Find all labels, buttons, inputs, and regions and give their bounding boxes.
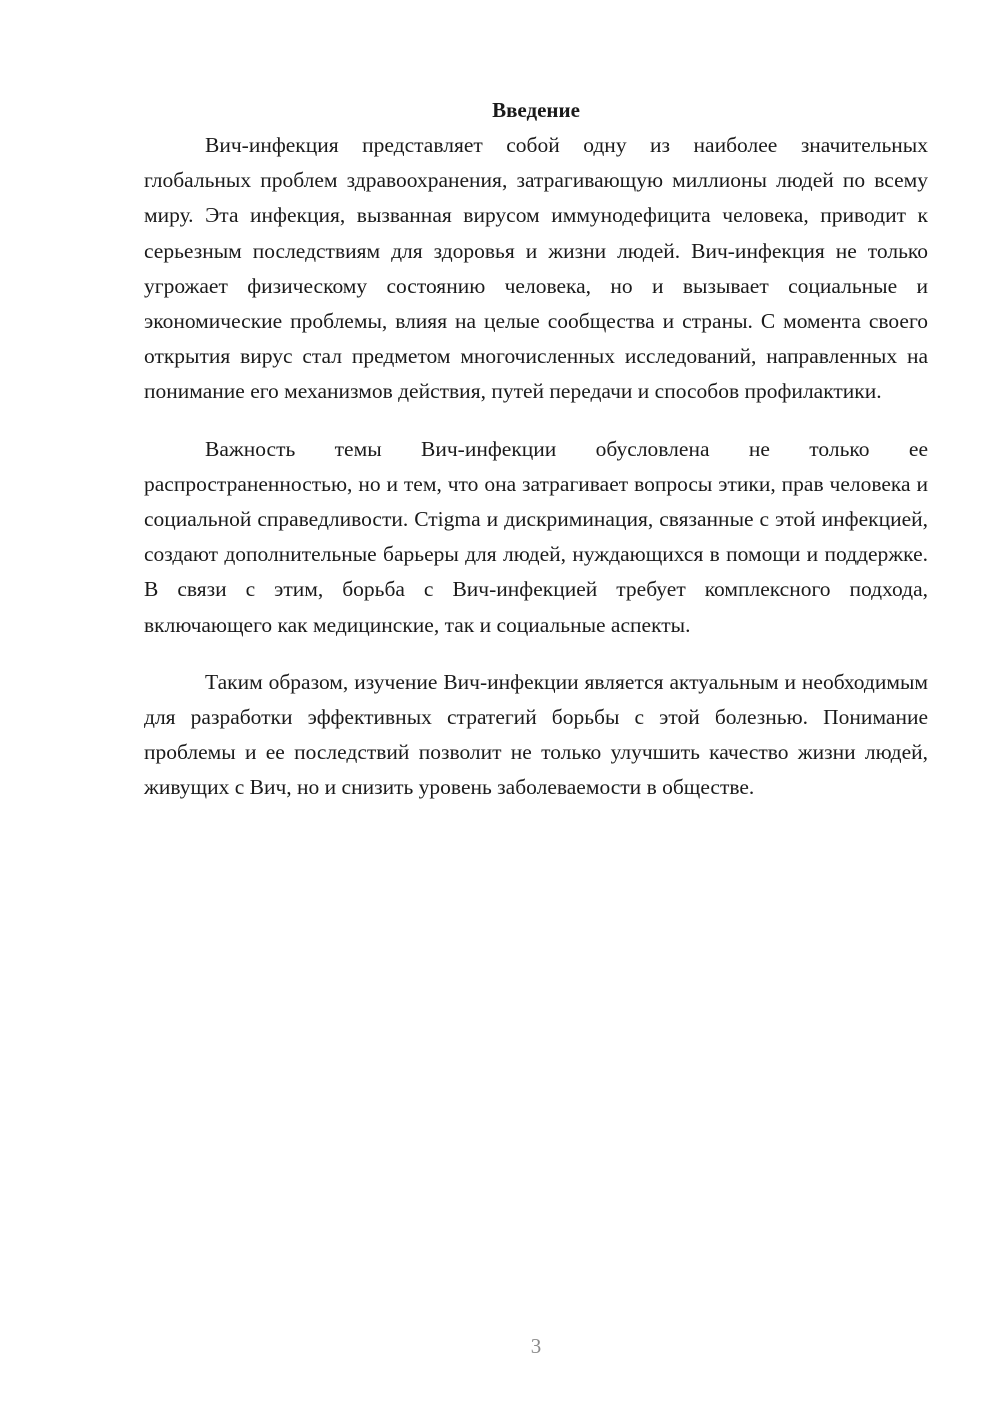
paragraph-2: Важность темы Вич-инфекции обусловлена не только ее распространенностью, но и тем, что она затрагивает вопросы этики, прав человека и социальной справедливости. Стigma и дискриминация, связанные с этой инфекцией, создают дополнительные барьеры для людей, нуждающихся в помощи и поддержке. В связи с этим, борьба с Вич-инфекцией требует комплексного подхода, включающего как медицинские, так и социальные аспекты. [144,436,928,637]
page-content [144,92,928,828]
page-number: 3 [530,1334,542,1358]
paragraph-1: Вич-инфекция представляет собой одну из наиболее значительных глобальных проблем здравоохранения, затрагивающую миллионы людей по всему миру. Эта инфекция, вызванная вирусом иммунодефицита человека, приводит к серьезным последствиям для здоровья и жизни людей. Вич-инфекция не только угрожает физическому состоянию человека, но и вызывает социальные и экономические проблемы, влияя на целые сообщества и страны. С момента своего открытия вирус стал предметом многочисленных исследований, направленных на понимание его механизмов действия, путей передачи и способов профилактики. [144,133,928,404]
paragraph-3: Таким образом, изучение Вич-инфекции является актуальным и необходимым для разработки эффективных стратегий борьбы с этой болезнью. Понимание проблемы и ее последствий позволит не только улучшить качество жизни людей, живущих с Вич, но и снизить уровень заболеваемости в обществе. [144,669,928,800]
section-heading: Введение [492,98,580,122]
